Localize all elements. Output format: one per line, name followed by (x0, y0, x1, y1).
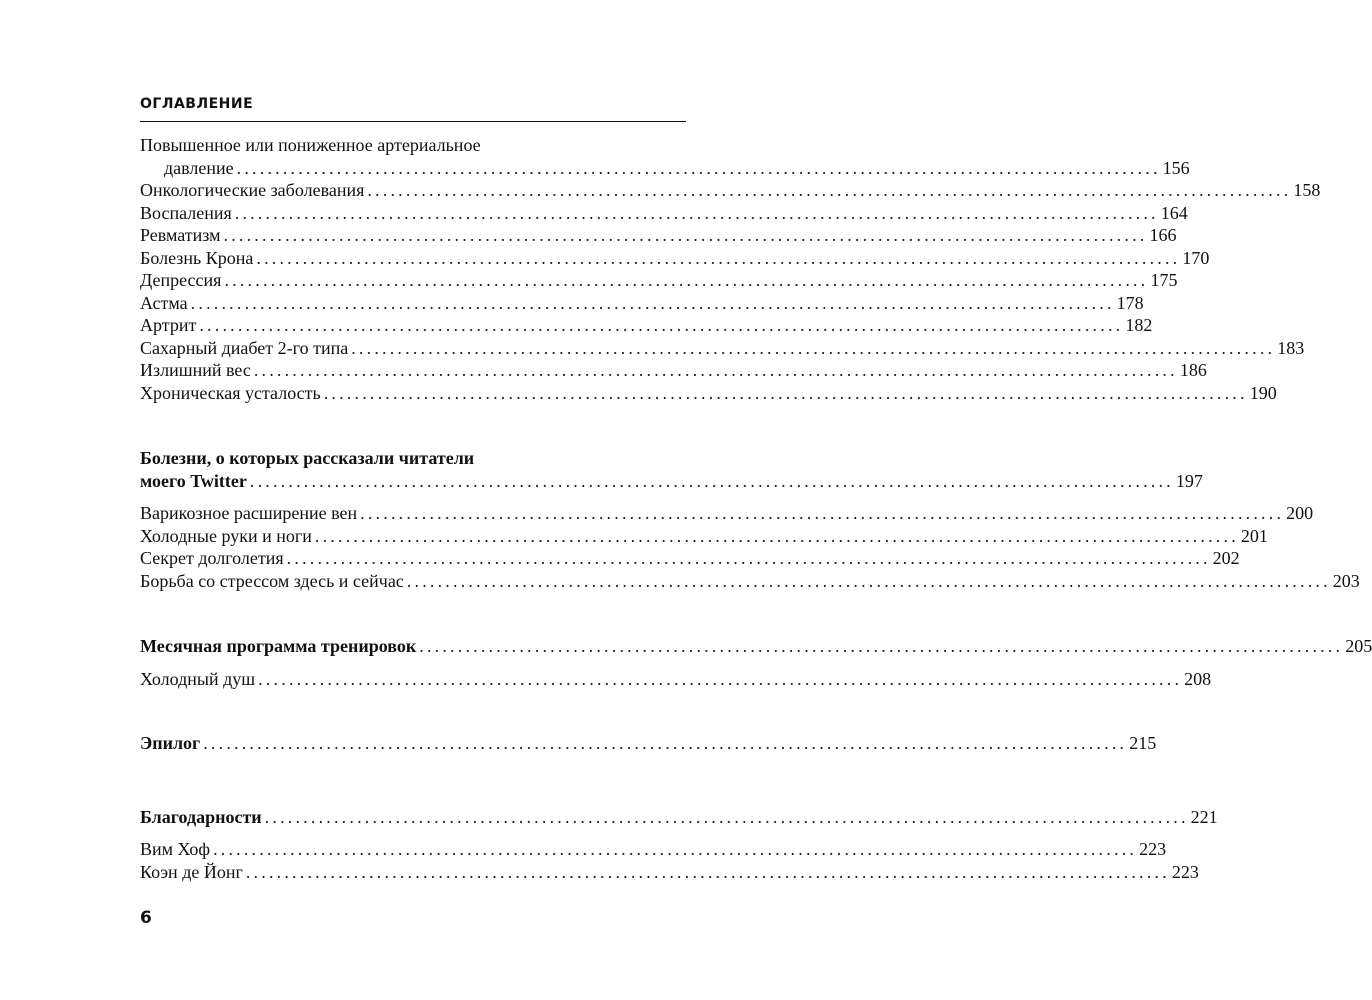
toc-entry[interactable] (140, 668, 1212, 691)
dot-leader: ........................................................................................................................ (314, 525, 1239, 546)
toc-section-title: Благодарности (140, 806, 262, 827)
toc-entry-title: Холодные руки и ноги (140, 525, 312, 546)
toc-entry[interactable] (140, 179, 1321, 202)
toc-entry-page: 208 (1184, 668, 1212, 689)
table-of-contents (140, 134, 1372, 883)
toc-section-page: 197 (1175, 470, 1203, 491)
dot-leader: ........................................................................................................................ (351, 337, 1276, 358)
page-number: 6 (140, 908, 152, 928)
dot-leader: ........................................................................................................................ (236, 157, 1161, 178)
dot-leader: ........................................................................................................................ (419, 636, 1344, 656)
toc-entry[interactable] (140, 337, 1305, 360)
toc-entry[interactable] (140, 202, 1188, 225)
dot-leader: ........................................................................................................................ (367, 180, 1292, 200)
dot-leader: ........................................................................................................................ (360, 503, 1285, 523)
dot-leader: ........................................................................................................................ (203, 733, 1128, 753)
toc-entry-page: 183 (1277, 337, 1305, 358)
toc-entry-page: 166 (1149, 225, 1177, 245)
toc-entry-title: Секрет долголетия (140, 548, 284, 568)
dot-leader: ........................................................................................................................ (258, 668, 1183, 689)
toc-entry-title: Воспаления (140, 202, 232, 223)
toc-section-title: Месячная программа тренировок (140, 636, 417, 656)
dot-leader: ........................................................................................................................ (213, 839, 1138, 859)
toc-entry-title: Коэн де Йонг (140, 861, 243, 882)
toc-entry-page: 170 (1182, 247, 1210, 268)
toc-entry-title-line: Повышенное или пониженное артериальное (140, 135, 481, 155)
toc-entry-page: 178 (1116, 292, 1144, 313)
header-rule (140, 121, 686, 122)
toc-section-page: 205 (1345, 636, 1372, 656)
toc-entry[interactable] (140, 525, 1268, 548)
dot-leader: ........................................................................................................................ (199, 315, 1124, 335)
dot-leader: ........................................................................................................................ (223, 225, 1148, 245)
toc-entry[interactable] (140, 359, 1207, 382)
dot-leader: ........................................................................................................................ (249, 470, 1174, 491)
toc-entry-page: 223 (1171, 861, 1199, 882)
toc-entry-title: давление (164, 157, 234, 178)
toc-entry-page: 164 (1160, 202, 1188, 223)
toc-entry-page: 158 (1293, 180, 1321, 200)
toc-section-title: Эпилог (140, 733, 201, 753)
dot-leader: ........................................................................................................................ (234, 202, 1159, 223)
toc-entry-title: Сахарный диабет 2-го типа (140, 337, 349, 358)
toc-entry[interactable] (140, 157, 1190, 180)
toc-entry-page: 203 (1332, 570, 1360, 591)
toc-entry-page: 200 (1286, 503, 1314, 523)
toc-entry-page: 190 (1249, 382, 1277, 403)
toc-entry-title: Хроническая усталость (140, 382, 321, 403)
toc-entry-page: 223 (1139, 839, 1167, 859)
toc-section-entry[interactable] (140, 732, 1157, 755)
toc-entry-title: Ревматизм (140, 225, 221, 245)
toc-entry[interactable] (140, 269, 1178, 292)
toc-entry[interactable] (140, 292, 1144, 315)
toc-entry[interactable] (140, 224, 1177, 247)
toc-entry-title: Борьба со стрессом здесь и сейчас (140, 570, 404, 591)
toc-entry[interactable] (140, 570, 1360, 593)
toc-entry[interactable] (140, 502, 1314, 525)
toc-entry-page: 156 (1162, 157, 1190, 178)
toc-section-page: 221 (1190, 806, 1218, 827)
toc-entry-title: Варикозное расширение вен (140, 503, 358, 523)
dot-leader: ........................................................................................................................ (245, 861, 1170, 882)
toc-entry-page: 175 (1150, 270, 1178, 290)
toc-entry-title: Депрессия (140, 270, 222, 290)
toc-section-page: 215 (1129, 733, 1157, 753)
dot-leader: ........................................................................................................................ (286, 548, 1211, 568)
dot-leader: ........................................................................................................................ (253, 360, 1178, 380)
toc-entry-page: 182 (1125, 315, 1153, 335)
dot-leader: ........................................................................................................................ (190, 292, 1115, 313)
toc-entry-title: Излишний вес (140, 360, 251, 380)
dot-leader: ........................................................................................................................ (224, 270, 1149, 290)
toc-entry[interactable] (140, 382, 1277, 405)
toc-entry-title: Онкологические заболевания (140, 180, 365, 200)
toc-entry-title: Холодный душ (140, 668, 256, 689)
toc-section-title: моего Twitter (140, 470, 247, 491)
toc-entry-title: Артрит (140, 315, 197, 335)
toc-entry[interactable] (140, 314, 1153, 337)
toc-section-title-line: Болезни, о которых рассказали читатели (140, 448, 475, 468)
dot-leader: ........................................................................................................................ (264, 806, 1189, 827)
toc-entry-title: Болезнь Крона (140, 247, 254, 268)
toc-section-entry[interactable] (140, 806, 1218, 829)
toc-section-entry[interactable] (140, 635, 1372, 658)
toc-entry[interactable] (140, 547, 1240, 570)
dot-leader: ........................................................................................................................ (323, 382, 1248, 403)
toc-entry-page: 201 (1240, 525, 1268, 546)
toc-entry[interactable] (140, 838, 1167, 861)
toc-section-entry[interactable] (140, 470, 1203, 493)
dot-leader: ........................................................................................................................ (406, 570, 1331, 591)
toc-entry[interactable] (140, 247, 1210, 270)
running-header: ОГЛАВЛЕНИЕ (140, 96, 254, 112)
toc-entry[interactable] (140, 861, 1199, 884)
dot-leader: ........................................................................................................................ (256, 247, 1181, 268)
toc-entry-title: Астма (140, 292, 188, 313)
toc-entry-page: 202 (1212, 548, 1240, 568)
toc-entry-title: Вим Хоф (140, 839, 211, 859)
toc-entry-page: 186 (1179, 360, 1207, 380)
